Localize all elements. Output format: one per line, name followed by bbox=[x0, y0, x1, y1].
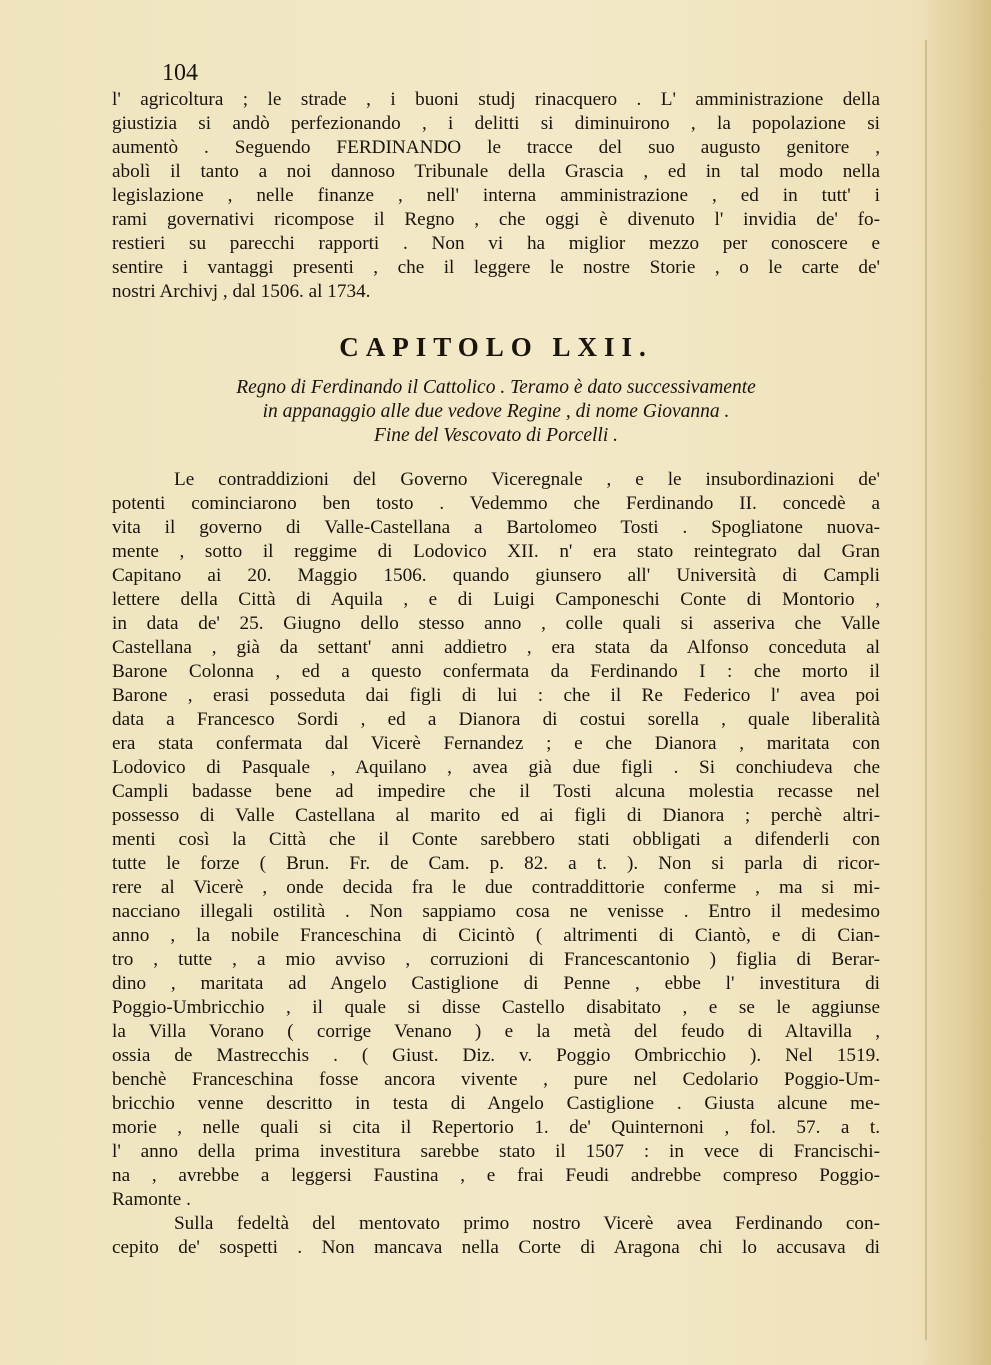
text-line: Barone Colonna , ed a questo confermata da Ferdinando I : che morto il bbox=[112, 661, 880, 682]
text-line: dino , maritata ad Angelo Castiglione di Penne , ebbe l' investitura di bbox=[112, 973, 880, 994]
text-line: Campli badasse bene ad impedire che il Tosti alcuna molestia recasse nel bbox=[112, 781, 880, 802]
text-line: Castellana , già da settant' anni addietro , era stata da Alfonso conceduta al bbox=[112, 637, 880, 658]
summary-line: Fine del Vescovato di Porcelli . bbox=[373, 425, 619, 446]
text-line: mente , sotto il reggime di Lodovico XII. n' era stato reintegrato dal Gran bbox=[112, 541, 880, 562]
text-line: rami governativi ricompose il Regno , che oggi è divenuto l' invidia de' fo- bbox=[112, 209, 880, 230]
text-line: legislazione , nelle finanze , nell' interna amministrazione , ed in tutt' i bbox=[112, 185, 880, 206]
text-line: aumentò . Seguendo FERDINANDO le tracce del suo augusto genitore , bbox=[112, 137, 880, 158]
text-line: tutte le forze ( Brun. Fr. de Cam. p. 82. a t. ). Non si parla di ricor- bbox=[112, 853, 880, 874]
chapter-title: CAPITOLO LXII. bbox=[339, 332, 653, 362]
summary-line: Regno di Ferdinando il Cattolico . Teramo è dato successivamente bbox=[236, 377, 756, 398]
text-line: nacciano illegali ostilità . Non sappiamo cosa ne venisse . Entro il medesimo bbox=[112, 901, 880, 922]
text-line: era stata confermata dal Vicerè Fernandez ; e che Dianora , maritata con bbox=[112, 733, 880, 754]
text-line: Lodovico di Pasquale , Aquilano , avea già due figli . Si conchiudeva che bbox=[112, 757, 880, 778]
text-line: giustizia si andò perfezionando , i delitti si diminuirono , la popolazione si bbox=[112, 113, 880, 134]
text-line: tro , tutte , a mio avviso , corruzioni di Francescantonio ) figlia di Berar- bbox=[112, 949, 880, 970]
text-line: Le contraddizioni del Governo Viceregnale , e le insubordinazioni de' bbox=[174, 469, 880, 490]
page-edge-shadow bbox=[921, 0, 991, 1365]
text-line: Sulla fedeltà del mentovato primo nostro Vicerè avea Ferdinando con- bbox=[174, 1213, 880, 1234]
chapter-body bbox=[112, 468, 880, 1260]
page-number: 104 bbox=[162, 60, 198, 86]
text-line: benchè Franceschina fosse ancora vivente , pure nel Cedolario Poggio-Um- bbox=[112, 1069, 880, 1090]
text-line: lettere della Città di Aquila , e di Luigi Camponeschi Conte di Montorio , bbox=[112, 589, 880, 610]
page-gutter-line bbox=[925, 40, 927, 1340]
text-line: bricchio venne descritto in testa di Angelo Castiglione . Giusta alcune me- bbox=[112, 1093, 880, 1114]
text-line: possesso di Valle Castellana al marito ed ai figli di Dianora ; perchè altri- bbox=[112, 805, 880, 826]
text-line: menti così la Città che il Conte sarebbero stati obbligati a difenderli con bbox=[112, 829, 880, 850]
text-line: ossia de Mastrecchis . ( Giust. Diz. v. Poggio Ombricchio ). Nel 1519. bbox=[112, 1045, 880, 1066]
text-line: rere al Vicerè , onde decida fra le due contraddittorie conferme , ma si mi- bbox=[112, 877, 880, 898]
text-line: vita il governo di Valle-Castellana a Bartolomeo Tosti . Spogliatone nuova- bbox=[112, 517, 880, 538]
text-line: cepito de' sospetti . Non mancava nella Corte di Aragona chi lo accusava di bbox=[112, 1237, 880, 1258]
summary-line: in appanaggio alle due vedove Regine , di nome Giovanna . bbox=[262, 401, 730, 422]
text-line: Barone , erasi posseduta dai figli di lui : che il Re Federico l' avea poi bbox=[112, 685, 880, 706]
text-line: in data de' 25. Giugno dello stesso anno , colle quali si asseriva che Valle bbox=[112, 613, 880, 634]
text-line: nostri Archivj , dal 1506. al 1734. bbox=[112, 281, 371, 302]
text-line: data a Francesco Sordi , ed a Dianora di costui sorella , quale liberalità bbox=[112, 709, 880, 730]
text-line: Ramonte . bbox=[112, 1189, 191, 1210]
text-line: sentire i vantaggi presenti , che il leggere le nostre Storie , o le carte de' bbox=[112, 257, 880, 278]
text-line: na , avrebbe a leggersi Faustina , e frai Feudi andrebbe compreso Poggio- bbox=[112, 1165, 880, 1186]
text-line: l' agricoltura ; le strade , i buoni studj rinacquero . L' amministrazione della bbox=[112, 89, 880, 110]
chapter-summary bbox=[112, 376, 880, 448]
text-line: l' anno della prima investitura sarebbe stato il 1507 : in vece di Francischi- bbox=[112, 1141, 880, 1162]
text-line: Poggio-Umbricchio , il quale si disse Castello disabitato , e se le aggiunse bbox=[112, 997, 880, 1018]
text-line: Capitano ai 20. Maggio 1506. quando giunsero all' Università di Campli bbox=[112, 565, 880, 586]
text-line: abolì il tanto a noi dannoso Tribunale della Grascia , ed in tal modo nella bbox=[112, 161, 880, 182]
text-line: morie , nelle quali si cita il Repertorio 1. de' Quinternoni , fol. 57. a t. bbox=[112, 1117, 880, 1138]
text-line: la Villa Vorano ( corrige Venano ) e la metà del feudo di Altavilla , bbox=[112, 1021, 880, 1042]
text-line: anno , la nobile Franceschina di Cicintò ( altrimenti di Ciantò, e di Cian- bbox=[112, 925, 880, 946]
text-line: potenti cominciarono ben tosto . Vedemmo che Ferdinando II. concedè a bbox=[112, 493, 880, 514]
page-text-block bbox=[112, 58, 880, 1260]
text-line: restieri su parecchi rapporti . Non vi ha miglior mezzo per conoscere e bbox=[112, 233, 880, 254]
intro-paragraph bbox=[112, 88, 880, 304]
